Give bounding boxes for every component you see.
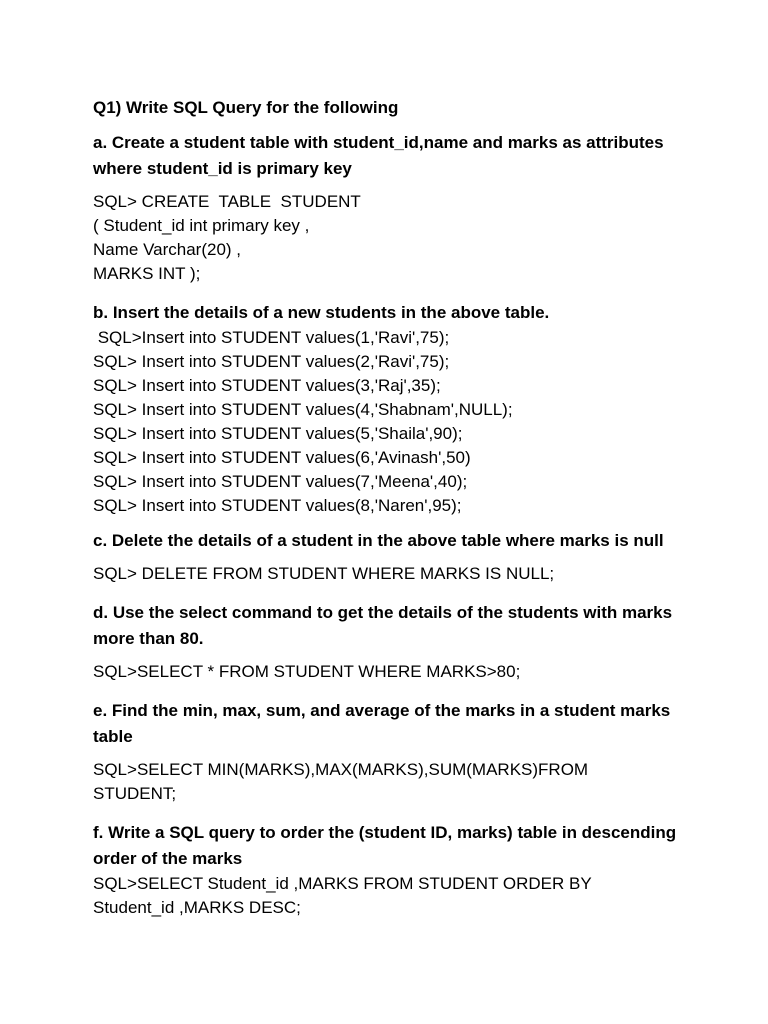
code-line: Name Varchar(20) , — [93, 240, 242, 259]
code-line: MARKS INT ); — [93, 264, 201, 283]
code-line: Student_id ,MARKS DESC; — [93, 898, 301, 917]
code-line: ( Student_id int primary key , — [93, 216, 310, 235]
code-line: SQL>SELECT MIN(MARKS),MAX(MARKS),SUM(MARKS)FROM — [93, 760, 589, 779]
code-line: SQL> Insert into STUDENT values(2,'Ravi',75); — [93, 352, 450, 371]
section-b — [93, 300, 713, 518]
document-page — [93, 96, 713, 934]
section-c-heading: c. Delete the details of a student in the above table where marks is null — [93, 531, 664, 550]
section-e — [93, 698, 713, 806]
question-title: Q1) Write SQL Query for the following — [93, 98, 399, 117]
code-line: SQL> Insert into STUDENT values(7,'Meena',40); — [93, 472, 468, 491]
section-a-heading: a. Create a student table with student_id,name and marks as attributes where student_id is primary key — [93, 133, 664, 178]
section-b-heading: b. Insert the details of a new students in the above table. — [93, 303, 550, 322]
code-line: STUDENT; — [93, 784, 177, 803]
code-line: SQL>Insert into STUDENT values(1,'Ravi',75); — [93, 328, 450, 347]
section-d-heading: d. Use the select command to get the details of the students with marks more than 80. — [93, 603, 673, 648]
code-line: SQL> Insert into STUDENT values(3,'Raj',35); — [93, 376, 441, 395]
code-line: SQL> Insert into STUDENT values(4,'Shabnam',NULL); — [93, 400, 513, 419]
section-d — [93, 600, 713, 684]
section-e-heading: e. Find the min, max, sum, and average of the marks in a student marks table — [93, 701, 671, 746]
section-f-heading: f. Write a SQL query to order the (student ID, marks) table in descending order of the marks — [93, 823, 677, 868]
code-line: SQL> Insert into STUDENT values(6,'Avinash',50) — [93, 448, 471, 467]
code-line: SQL> Insert into STUDENT values(5,'Shaila',90); — [93, 424, 463, 443]
section-f — [93, 820, 713, 920]
code-line: SQL>SELECT Student_id ,MARKS FROM STUDENT ORDER BY — [93, 874, 592, 893]
code-line: SQL> CREATE TABLE STUDENT — [93, 192, 361, 211]
code-line: SQL>SELECT * FROM STUDENT WHERE MARKS>80; — [93, 662, 521, 681]
section-c — [93, 528, 713, 586]
section-a — [93, 130, 713, 286]
code-line: SQL> DELETE FROM STUDENT WHERE MARKS IS NULL; — [93, 564, 555, 583]
code-line: SQL> Insert into STUDENT values(8,'Naren',95); — [93, 496, 462, 515]
